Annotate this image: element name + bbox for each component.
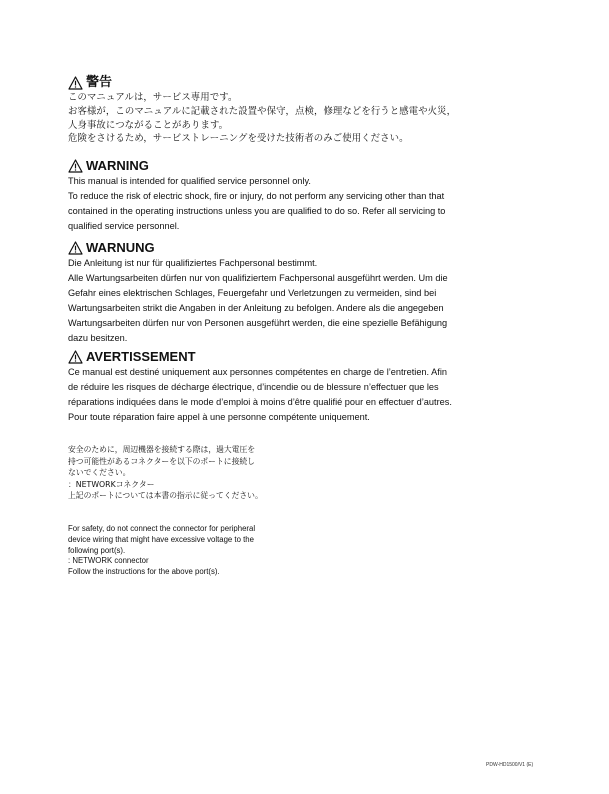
text-line: qualified service personnel. — [68, 221, 180, 232]
text-line: 持つ可能性があるコネクターを以下のポートに接続し — [68, 456, 255, 466]
text-line: For safety, do not connect the connector for peripheral — [68, 524, 256, 533]
text-line: Pour toute réparation faire appel à une personne compétente uniquement. — [68, 412, 370, 423]
text-line: 上記のポートについては本書の指示に従ってください。 — [68, 491, 263, 501]
warning-heading-english — [68, 158, 528, 173]
warning-section-english — [68, 158, 528, 234]
text-line: Wartungsarbeiten strikt die Angaben in der Anleitung zu befolgen. Andere als die angegeben — [68, 303, 444, 314]
text-line: 人身事故につながることがあります。 — [68, 119, 229, 131]
text-line: 危険をさけるため，サービストレーニングを受けた技術者のみご使用ください。 — [68, 133, 409, 145]
warning-triangle-icon — [68, 76, 83, 90]
text-line: Follow the instructions for the above port(s). — [68, 567, 220, 577]
heading-text: WARNING — [86, 158, 149, 173]
text-line: Wartungsarbeiten dürfen nur von Personen ausgeführt werden, die eine spezielle Befähigung — [68, 318, 448, 329]
text-line: To reduce the risk of electric shock, fire or injury, do not perform any servicing other than that — [68, 191, 445, 202]
text-line: Ce manual est destiné uniquement aux personnes compétentes en charge de l’entretien. Afin — [68, 367, 447, 377]
warning-heading-german — [68, 240, 528, 255]
heading-text: 警告 — [86, 75, 113, 90]
heading-text: AVERTISSEMENT — [86, 349, 196, 364]
text-line: Gefahr eines elektrischen Schlages, Feuergefahr und Verletzungen zu vermeiden, sind bei — [68, 288, 437, 299]
warning-section-german — [68, 240, 528, 347]
text-line: device wiring that might have excessive voltage to the — [68, 534, 254, 544]
text-line: お客様が，このマニュアルに記載された設置や保守，点検，修理などを行うと感電や火災， — [68, 105, 457, 117]
text-line: Alle Wartungsarbeiten dürfen nur von qualifiziertem Fachpersonal ausgeführt werden. Um die — [68, 273, 448, 284]
warning-triangle-icon — [68, 241, 83, 255]
text-line: ないでください。 — [68, 468, 131, 478]
text-line: Die Anleitung ist nur für qualifiziertes Fachpersonal bestimmt. — [68, 258, 318, 268]
warning-section-japanese — [68, 75, 528, 146]
warning-body-german — [68, 256, 528, 347]
text-line: contained in the operating instructions unless you are qualified to do so. Refer all servicing to — [68, 206, 446, 217]
warning-triangle-icon — [68, 350, 83, 364]
warning-heading-japanese — [68, 75, 528, 90]
warning-triangle-icon — [68, 159, 83, 173]
text-line: : NETWORK connector — [68, 556, 149, 566]
text-line: following port(s). — [68, 545, 126, 555]
warning-section-french — [68, 349, 528, 425]
warning-body-french — [68, 365, 528, 425]
text-line: このマニュアルは，サービス専用です。 — [68, 92, 238, 103]
heading-text: WARNUNG — [86, 240, 155, 255]
warning-body-english — [68, 174, 528, 234]
text-line: This manual is intended for qualified service personnel only. — [68, 176, 311, 186]
text-line: ：NETWORKコネクター — [68, 479, 155, 489]
connector-note-japanese — [68, 444, 298, 502]
text-line: dazu besitzen. — [68, 333, 128, 344]
warning-heading-french — [68, 349, 528, 364]
text-line: réparations indiquées dans le mode d’emploi à moins d’être qualifié pour en effectuer d’autres. — [68, 397, 452, 408]
text-line: de réduire les risques de décharge électrique, d’incendie ou de blessure n’effectuer que les — [68, 382, 439, 393]
warning-body-japanese — [68, 91, 528, 146]
model-code: PDW-HD1500/V1 (E) — [486, 762, 534, 768]
text-line: 安全のために，周辺機器を接続する際は，過大電圧を — [68, 445, 256, 454]
connector-note-english — [68, 524, 298, 578]
